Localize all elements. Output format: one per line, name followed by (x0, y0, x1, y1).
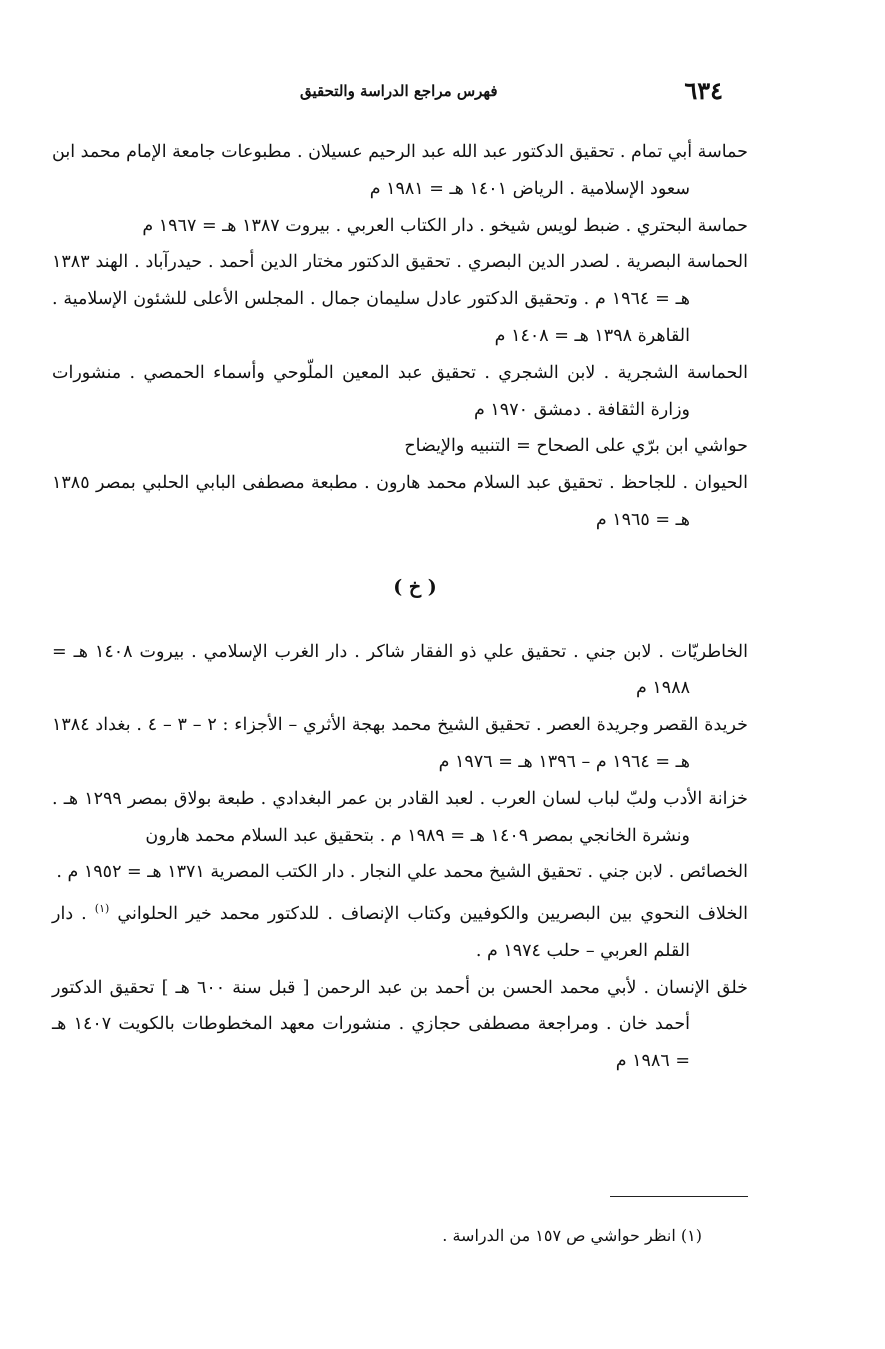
bibliography-entry: الحماسة الشجرية . لابن الشجري . تحقيق عبد المعين الملّوحي وأسماء الحمصي . منشورات وزارة الثقافة . دمشق ١٩٧٠ م (52, 362, 748, 420)
footnote: (١) انظر حواشي ص ١٥٧ من الدراسة . (442, 1226, 702, 1245)
bibliography-entry: خزانة الأدب ولبّ لباب لسان العرب . لعبد القادر بن عمر البغدادي . طبعة بولاق بمصر ١٢٩٩ هـ . ونشرة الخانجي بمصر ١٤٠٩ هـ = ١٩٨٩ م . بتحقيق عبد السلام محمد هارون (52, 788, 748, 846)
bibliography-entry: خلق الإنسان . لأبي محمد الحسن بن أحمد بن عبد الرحمن [ قبل سنة ٦٠٠ هـ ] تحقيق الدكتور أحمد خان . ومراجعة مصطفى حجازي . منشورات معهد المخطوطات بالكويت ١٤٠٧ هـ = ١٩٨٦ م (52, 977, 748, 1072)
entry-text: الخلاف النحوي بين البصريين والكوفيين وكتاب الإنصاف . للدكتور محمد خير الحلواني (117, 903, 748, 924)
entry-text-rest: . دار القلم العربي – حلب ١٩٧٤ م . (52, 903, 690, 961)
page-number: ٦٣٤ (684, 76, 723, 105)
bibliography-entry: حماسة البحتري . ضبط لويس شيخو . دار الكتاب العربي . بيروت ١٣٨٧ هـ = ١٩٦٧ م (142, 215, 748, 236)
bibliography-entry: الحماسة البصرية . لصدر الدين البصري . تحقيق الدكتور مختار الدين أحمد . حيدرآباد . الهند ١٣٨٣ هـ = ١٩٦٤ م . وتحقيق الدكتور عادل سليمان جمال . المجلس الأعلى للشئون الإسلامية . القاهرة ١٣٩٨ هـ = ١٤٠٨ م (52, 252, 748, 346)
page-header (300, 76, 723, 106)
bibliography-entry: الحيوان . للجاحظ . تحقيق عبد السلام محمد هارون . مطبعة مصطفى البابي الحلبي بمصر ١٣٨٥ هـ = ١٩٦٥ م (52, 473, 748, 530)
bibliography-entry-with-footnote (52, 891, 748, 969)
footnote-marker: (١) (94, 902, 110, 916)
section-letter-heading: ( خ ) (393, 575, 437, 598)
bibliography-entry: الخصائص . لابن جني . تحقيق الشيخ محمد علي النجار . دار الكتب المصرية ١٣٧١ هـ = ١٩٥٢ م . (56, 862, 748, 883)
bibliography-entry: خريدة القصر وجريدة العصر . تحقيق الشيخ محمد بهجة الأثري – الأجزاء : ٢ – ٣ – ٤ . بغداد ١٣٨٤ هـ = ١٩٦٤ م – ١٣٩٦ هـ = ١٩٧٦ م (52, 715, 748, 772)
bibliography-entry: حواشي ابن برّي على الصحاح = التنبيه والإيضاح (404, 436, 748, 457)
bibliography-entry: الخاطريّات . لابن جني . تحقيق علي ذو الفقار شاكر . دار الغرب الإسلامي . بيروت ١٤٠٨ هـ = ١٩٨٨ م (52, 641, 748, 699)
bibliography-list (52, 134, 748, 1080)
bibliography-entry: حماسة أبي تمام . تحقيق الدكتور عبد الله عبد الرحيم عسيلان . مطبوعات جامعة الإمام محمد ابن سعود الإسلامية . الرياض ١٤٠١ هـ = ١٩٨١ م (52, 142, 748, 199)
running-title: فهرس مراجع الدراسة والتحقيق (300, 82, 498, 100)
footnote-divider (610, 1196, 748, 1197)
